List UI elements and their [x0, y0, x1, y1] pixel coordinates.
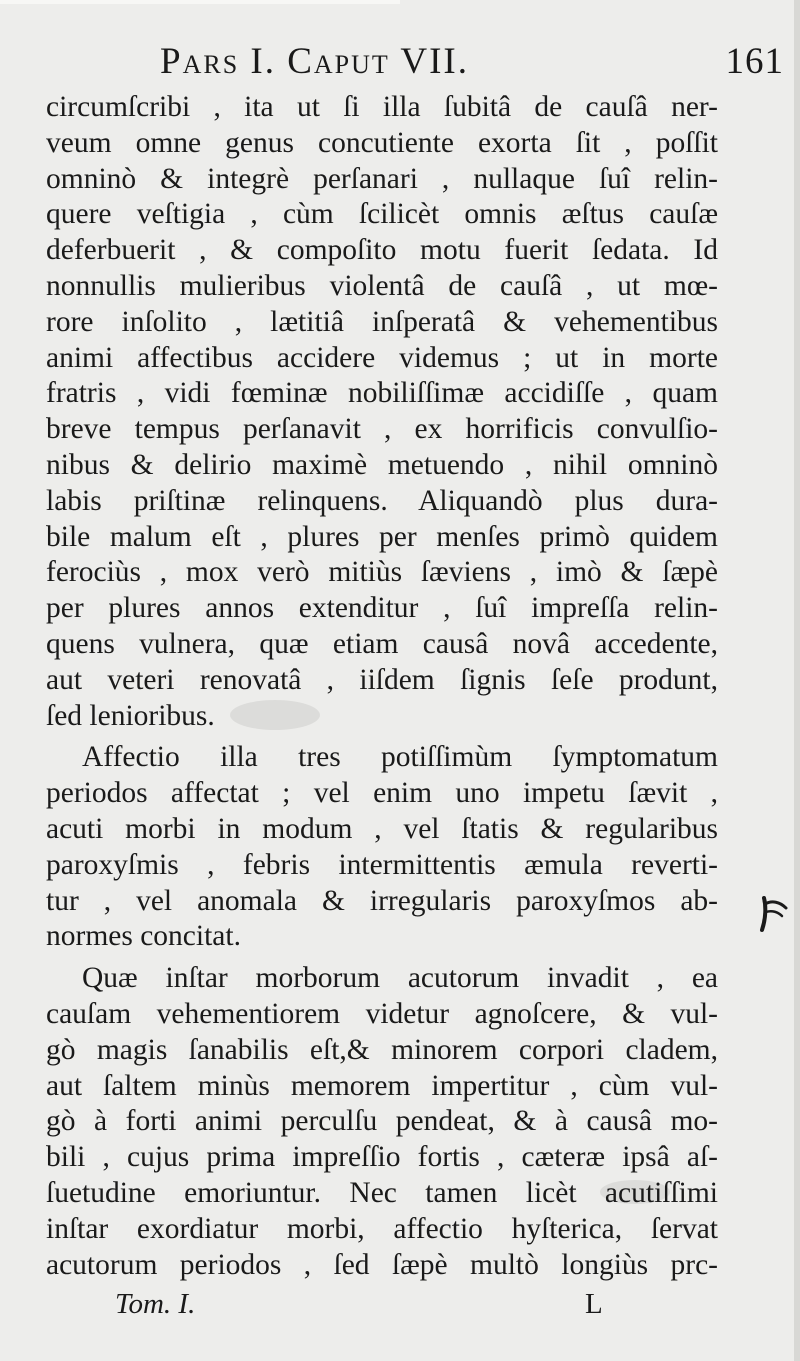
text-line: gò magis ſanabilis eſt,& minorem corpori cladem, [46, 1033, 718, 1066]
text-line: rore inſolito , lætitiâ inſperatâ & vehementibus [46, 305, 718, 338]
text-line: circumſcribi , ita ut ſi illa ſubitâ de cauſâ ner- [46, 91, 718, 123]
text-line: ferociùs , mox verò mitiùs ſæviens , imò & ſæpè [46, 556, 718, 589]
text-line: per plures annos extenditur , ſuî impreſſa relin- [46, 592, 718, 625]
text-line: bili , cujus prima impreſſio fortis , cæteræ ipsâ aſ- [46, 1141, 718, 1174]
text-line: fratris , vidi fœminæ nobiliſſimæ accidiſſe , quam [46, 377, 718, 410]
page-edge-right [794, 0, 800, 1361]
text-line: quens vulnera, quæ etiam causâ novâ accedente, [46, 627, 718, 660]
volume-mark: Tom. I. [115, 1288, 196, 1320]
text-line: omninò & integrè perſanari , nullaque ſuî relin- [46, 162, 718, 195]
text-line: veum omne genus concutiente exorta ſit , poſſit [46, 126, 718, 159]
text-line: nonnullis mulieribus violentâ de cauſâ , ut mœ- [46, 269, 718, 302]
text-line: acutorum periodos , ſed ſæpè multò longiùs prc- [46, 1248, 718, 1281]
handwritten-margin-mark-icon [756, 892, 792, 934]
text-line: ſed lenioribus. [46, 699, 215, 732]
text-line: normes concitat. [46, 920, 241, 953]
text-line: Quæ inſtar morborum acutorum invadit , ea [82, 962, 718, 995]
text-line: aut veteri renovatâ , iiſdem ſignis ſeſe produnt, [46, 663, 718, 696]
page-edge-top [0, 0, 400, 4]
text-line: animi affectibus accidere videmus ; ut in morte [46, 341, 718, 374]
text-line: ſuetudine emoriuntur. Nec tamen licèt acutiſſimi [46, 1176, 718, 1209]
page-footer [115, 1288, 615, 1328]
paragraph [46, 740, 718, 955]
text-line: nibus & delirio maximè metuendo , nihil omninò [46, 448, 718, 481]
signature-mark: L [585, 1288, 603, 1320]
text-line: inſtar exordiatur morbi, affectio hyſterica, ſervat [46, 1212, 718, 1245]
text-line: Affectio illa tres potiſſimùm ſymptomatum [82, 741, 718, 774]
text-line: quere veſtigia , cùm ſcilicèt omnis æſtus cauſæ [46, 198, 718, 231]
text-line: bile malum eſt , plures per menſes primò quidem [46, 520, 718, 553]
text-line: gò à forti animi perculſu pendeat, & à causâ mo- [46, 1105, 718, 1138]
text-line: aut ſaltem minùs memorem impertitur , cùm vul- [46, 1069, 718, 1102]
paragraph [46, 961, 718, 1283]
text-line: acuti morbi in modum , vel ſtatis & regularibus [46, 812, 718, 845]
text-line: tur , vel anomala & irregularis paroxyſmos ab- [46, 884, 718, 917]
text-line: deferbuerit , & compoſito motu fuerit ſedata. Id [46, 234, 718, 267]
text-line: cauſam vehementiorem videtur agnoſcere, & vul- [46, 997, 718, 1030]
page-header [160, 40, 790, 92]
text-line: periodos affectat ; vel enim uno impetu ſævit , [46, 777, 718, 810]
text-line: labis priſtinæ relinquens. Aliquandò plus dura- [46, 484, 718, 517]
text-line: breve tempus perſanavit , ex horrificis convulſio- [46, 413, 718, 446]
running-title: Pars I. Caput VII. [160, 41, 469, 82]
page-number: 161 [725, 41, 784, 82]
paragraph [46, 90, 718, 734]
body-text [46, 90, 718, 1283]
text-line: paroxyſmis , febris intermittentis æmula reverti- [46, 848, 718, 881]
